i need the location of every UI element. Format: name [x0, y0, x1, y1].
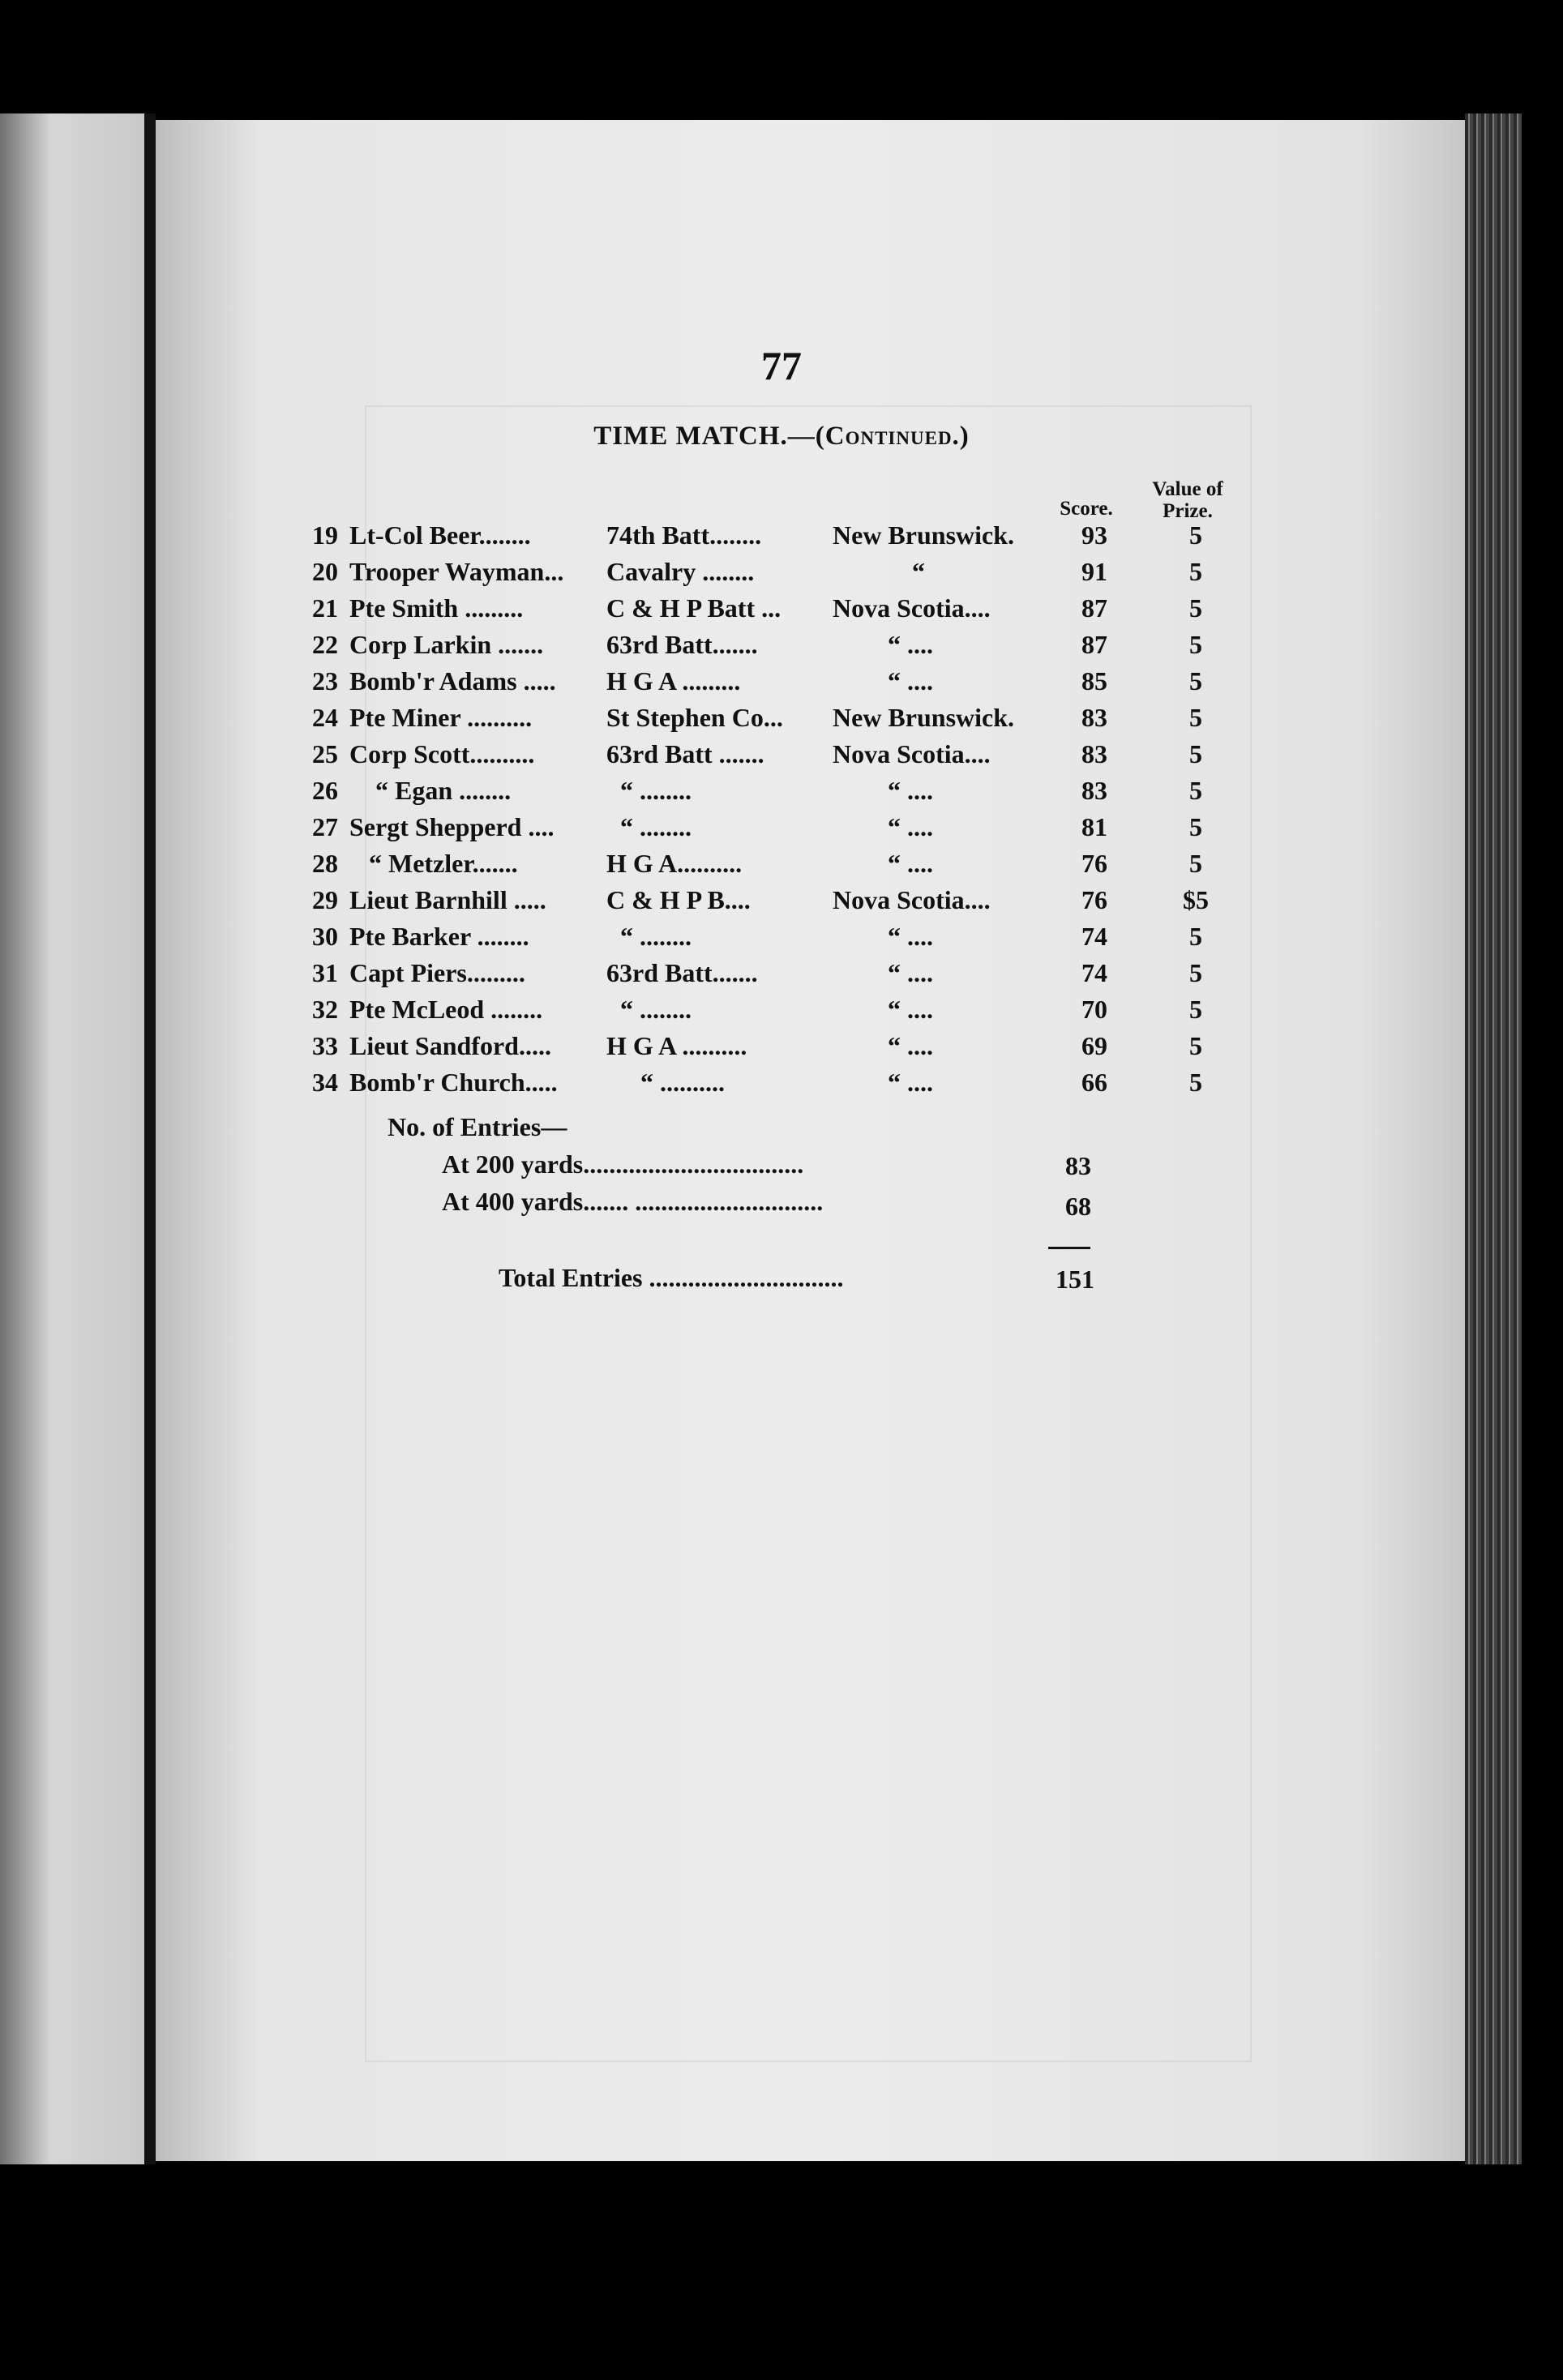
score-value: 69: [1081, 1031, 1107, 1060]
row-number: 27: [312, 812, 338, 841]
table-row: [304, 736, 1277, 773]
prize-value: 5: [1189, 776, 1202, 805]
competitor-province: “ ....: [888, 995, 933, 1024]
competitor-province: “ ....: [888, 630, 933, 659]
prize-value: 5: [1189, 812, 1202, 841]
prize-value: 5: [1189, 1031, 1202, 1060]
row-number: 32: [312, 995, 338, 1024]
table-row: [304, 1028, 1277, 1064]
table-row: [304, 809, 1277, 845]
score-value: 83: [1081, 703, 1107, 732]
competitor-name: Pte Miner ..........: [349, 703, 533, 732]
competitor-corps: H G A .........: [606, 666, 741, 696]
score-value: 87: [1081, 593, 1107, 623]
score-value: 83: [1081, 739, 1107, 768]
prize-value: 5: [1189, 958, 1202, 987]
competitor-name: Trooper Wayman...: [349, 557, 564, 586]
score-value: 93: [1081, 520, 1107, 550]
competitor-corps: C & H P B....: [606, 885, 751, 914]
competitor-name: Corp Larkin .......: [349, 630, 544, 659]
prize-value: 5: [1189, 995, 1202, 1024]
competitor-name: Lt-Col Beer........: [349, 520, 531, 550]
score-value: 70: [1081, 995, 1107, 1024]
competitor-province: Nova Scotia....: [833, 593, 991, 623]
score-value: 76: [1081, 885, 1107, 914]
table-row: [304, 773, 1277, 809]
score-value: 91: [1081, 557, 1107, 586]
competitor-province: New Brunswick.: [833, 520, 1015, 550]
row-number: 24: [312, 703, 338, 732]
row-number: 34: [312, 1068, 338, 1097]
table-row: [304, 918, 1277, 955]
competitor-name: Sergt Shepperd ....: [349, 812, 555, 841]
prize-value: 5: [1189, 739, 1202, 768]
competitor-province: “ ....: [888, 849, 933, 878]
competitor-corps: “ ........: [620, 995, 692, 1024]
prize-value: 5: [1189, 666, 1202, 696]
competitor-name: Pte Barker ........: [349, 922, 529, 951]
row-number: 22: [312, 630, 338, 659]
competitor-name: Pte McLeod ........: [349, 995, 543, 1024]
table-row: [304, 554, 1277, 590]
row-number: 28: [312, 849, 338, 878]
table-row: [304, 845, 1277, 882]
page-number: 77: [761, 343, 802, 388]
title-continued: (Continued.): [815, 422, 970, 451]
competitor-corps: 63rd Batt.......: [606, 958, 758, 987]
table-row: [304, 1064, 1277, 1101]
competitor-province: “ ....: [888, 958, 933, 987]
prize-header-line2: Prize.: [1163, 500, 1213, 522]
competitor-name: Bomb'r Church.....: [349, 1068, 558, 1097]
row-number: 19: [312, 520, 338, 550]
entries-heading: No. of Entries—: [388, 1112, 567, 1141]
entries-200-label: At 200 yards..................................: [442, 1149, 804, 1179]
competitor-corps: “ ........: [620, 812, 692, 841]
prize-value: $5: [1183, 885, 1209, 914]
score-value: 85: [1081, 666, 1107, 696]
competitor-province: “ ....: [888, 776, 933, 805]
prize-value: 5: [1189, 520, 1202, 550]
competitor-name: Bomb'r Adams .....: [349, 666, 556, 696]
row-number: 26: [312, 776, 338, 805]
score-value: 81: [1081, 812, 1107, 841]
competitor-province: New Brunswick.: [833, 703, 1015, 732]
prize-value: 5: [1189, 630, 1202, 659]
table-row: [304, 663, 1277, 700]
score-value: 83: [1081, 776, 1107, 805]
entries-400-value: 68: [1065, 1192, 1091, 1221]
competitor-corps: C & H P Batt ...: [606, 593, 782, 623]
score-header: Score.: [1060, 498, 1113, 520]
table-row: [304, 991, 1277, 1028]
table-row: [304, 700, 1277, 736]
prize-value: 5: [1189, 703, 1202, 732]
competitor-name: Lieut Barnhill .....: [349, 885, 546, 914]
competitor-name: “ Egan ........: [375, 776, 512, 805]
prize-value: 5: [1189, 849, 1202, 878]
competitor-province: “ ....: [888, 1068, 933, 1097]
competitor-corps: St Stephen Co...: [606, 703, 783, 732]
competitor-name: Capt Piers.........: [349, 958, 525, 987]
row-number: 30: [312, 922, 338, 951]
score-value: 74: [1081, 922, 1107, 951]
competitor-province: “ ....: [888, 812, 933, 841]
competitor-corps: H G A ..........: [606, 1031, 747, 1060]
competitor-name: “ Metzler.......: [369, 849, 518, 878]
competitor-name: Pte Smith .........: [349, 593, 524, 623]
row-number: 31: [312, 958, 338, 987]
prize-value: 5: [1189, 1068, 1202, 1097]
score-value: 66: [1081, 1068, 1107, 1097]
competitor-corps: Cavalry ........: [606, 557, 755, 586]
table-row: [304, 955, 1277, 991]
competitor-corps: 63rd Batt .......: [606, 739, 764, 768]
competitor-province: “ ....: [888, 1031, 933, 1060]
title-main: TIME MATCH.—: [593, 422, 816, 451]
competitor-province: “ ....: [888, 666, 933, 696]
page-title: [0, 422, 1563, 452]
table-row: [304, 882, 1277, 918]
entries-200-value: 83: [1065, 1151, 1091, 1180]
competitor-corps: “ ........: [620, 776, 692, 805]
competitor-province: “: [912, 557, 925, 586]
competitor-province: Nova Scotia....: [833, 885, 991, 914]
results-table: [304, 517, 1277, 1101]
entries-400-label: At 400 yards....... .............................: [442, 1187, 824, 1216]
prize-value: 5: [1189, 593, 1202, 623]
table-row: [304, 517, 1277, 554]
competitor-corps: 74th Batt........: [606, 520, 762, 550]
competitor-corps: H G A..........: [606, 849, 743, 878]
total-entries-label: Total Entries ..............................: [499, 1263, 844, 1292]
competitor-corps: “ ........: [620, 922, 692, 951]
row-number: 20: [312, 557, 338, 586]
competitor-province: Nova Scotia....: [833, 739, 991, 768]
row-number: 33: [312, 1031, 338, 1060]
table-row: [304, 590, 1277, 627]
competitor-name: Corp Scott..........: [349, 739, 535, 768]
competitor-province: “ ....: [888, 922, 933, 951]
row-number: 25: [312, 739, 338, 768]
score-value: 87: [1081, 630, 1107, 659]
row-number: 23: [312, 666, 338, 696]
prize-value: 5: [1189, 557, 1202, 586]
table-row: [304, 627, 1277, 663]
competitor-corps: “ ..........: [640, 1068, 725, 1097]
sum-rule: [1048, 1247, 1090, 1249]
prize-header-line1: Value of: [1152, 478, 1223, 500]
row-number: 29: [312, 885, 338, 914]
competitor-corps: 63rd Batt.......: [606, 630, 758, 659]
score-value: 76: [1081, 849, 1107, 878]
row-number: 21: [312, 593, 338, 623]
competitor-name: Lieut Sandford.....: [349, 1031, 551, 1060]
score-value: 74: [1081, 958, 1107, 987]
total-entries-value: 151: [1056, 1265, 1094, 1294]
prize-value: 5: [1189, 922, 1202, 951]
prize-header: [1131, 478, 1244, 522]
